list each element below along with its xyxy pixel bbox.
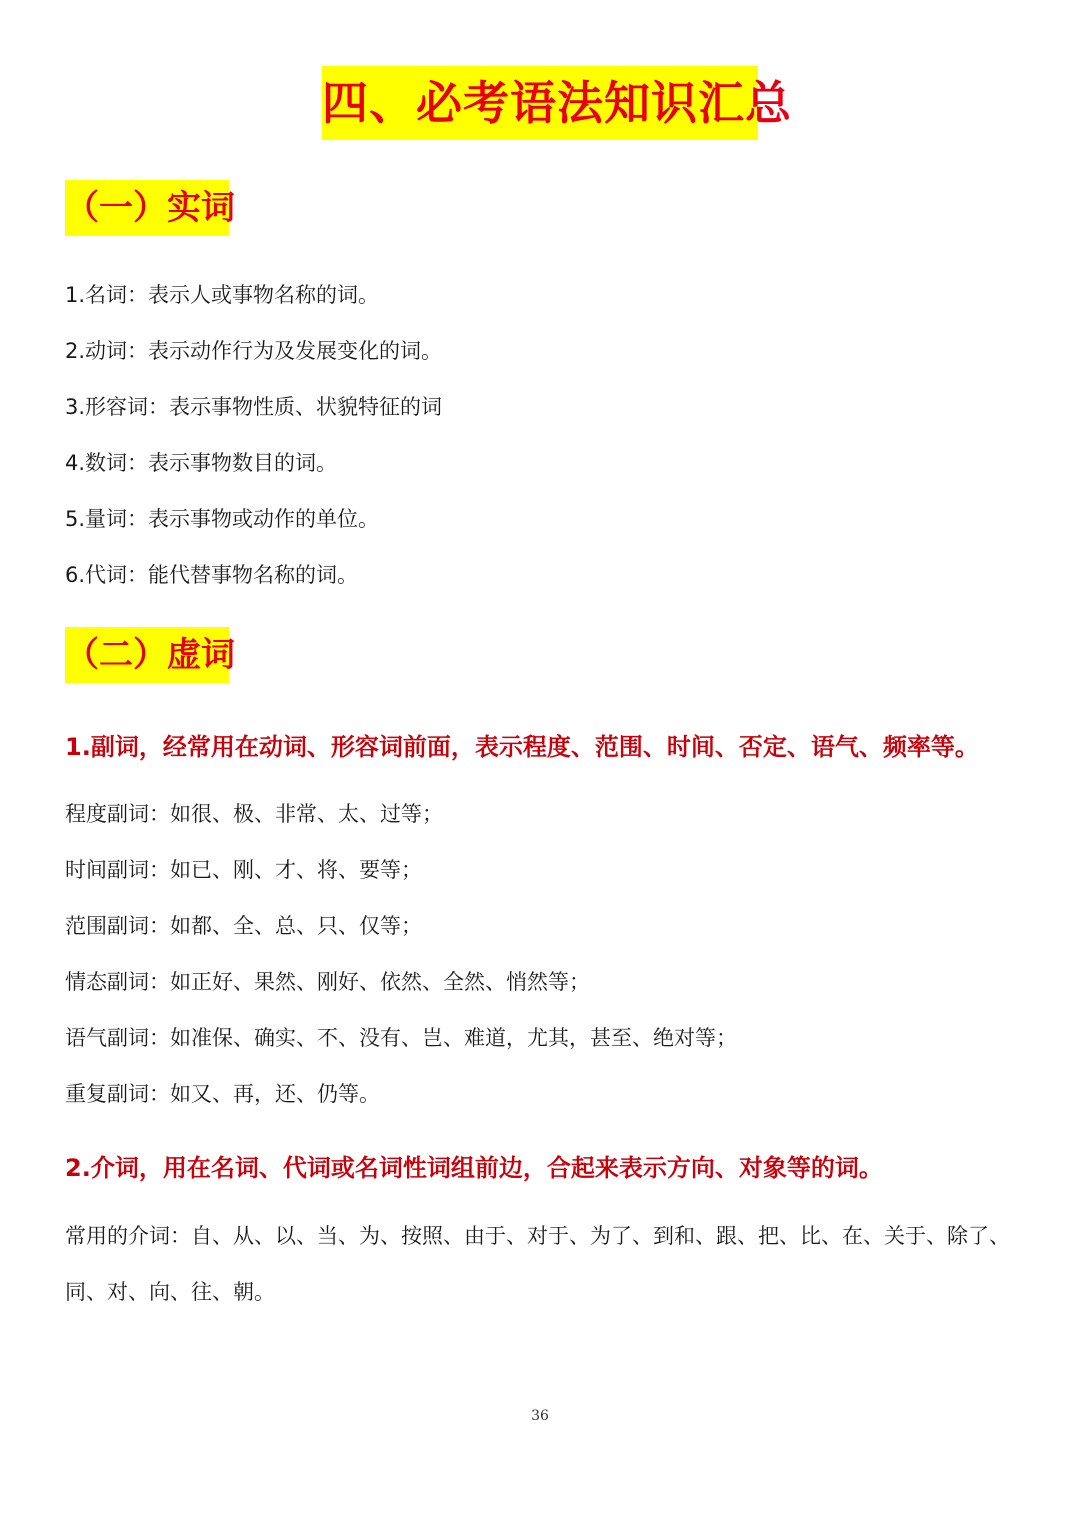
content-word-item-numeral: 4.数词：表示事物数目的词。 xyxy=(65,451,338,475)
page-title: 四、必考语法知识汇总 xyxy=(322,66,758,140)
page-number: 36 xyxy=(531,1408,549,1424)
section-heading-function-words: （二）虚词 xyxy=(65,627,229,683)
adverb-item-degree: 程度副词：如很、极、非常、太、过等； xyxy=(65,802,443,826)
preposition-list-line-2: 同、对、向、往、朝。 xyxy=(65,1280,275,1304)
section-heading-content-words: （一）实词 xyxy=(65,180,229,236)
adverb-item-repetition: 重复副词：如又、再，还、仍等。 xyxy=(65,1082,380,1106)
content-word-item-pronoun: 6.代词：能代替事物名称的词。 xyxy=(65,563,359,587)
adverb-subheading: 1.副词，经常用在动词、形容词前面，表示程度、范围、时间、否定、语气、频率等。 xyxy=(65,733,979,761)
adverb-item-manner: 情态副词：如正好、果然、刚好、依然、全然、悄然等； xyxy=(65,970,590,994)
adverb-item-modal: 语气副词：如准保、确实、不、没有、岂、难道，尤其，甚至、绝对等； xyxy=(65,1026,737,1050)
preposition-list-line-1: 常用的介词：自、从、以、当、为、按照、由于、对于、为了、到和、跟、把、比、在、关于、除了、 xyxy=(65,1224,1010,1248)
content-word-item-adjective: 3.形容词：表示事物性质、状貌特征的词 xyxy=(65,395,443,419)
adverb-item-scope: 范围副词：如都、全、总、只、仅等； xyxy=(65,914,422,938)
preposition-subheading: 2.介词，用在名词、代词或名词性词组前边，合起来表示方向、对象等的词。 xyxy=(65,1154,883,1182)
content-word-item-verb: 2.动词：表示动作行为及发展变化的词。 xyxy=(65,339,443,363)
adverb-item-time: 时间副词：如已、刚、才、将、要等； xyxy=(65,858,422,882)
content-word-item-measure-word: 5.量词：表示事物或动作的单位。 xyxy=(65,507,380,531)
content-word-item-noun: 1.名词：表示人或事物名称的词。 xyxy=(65,283,380,307)
